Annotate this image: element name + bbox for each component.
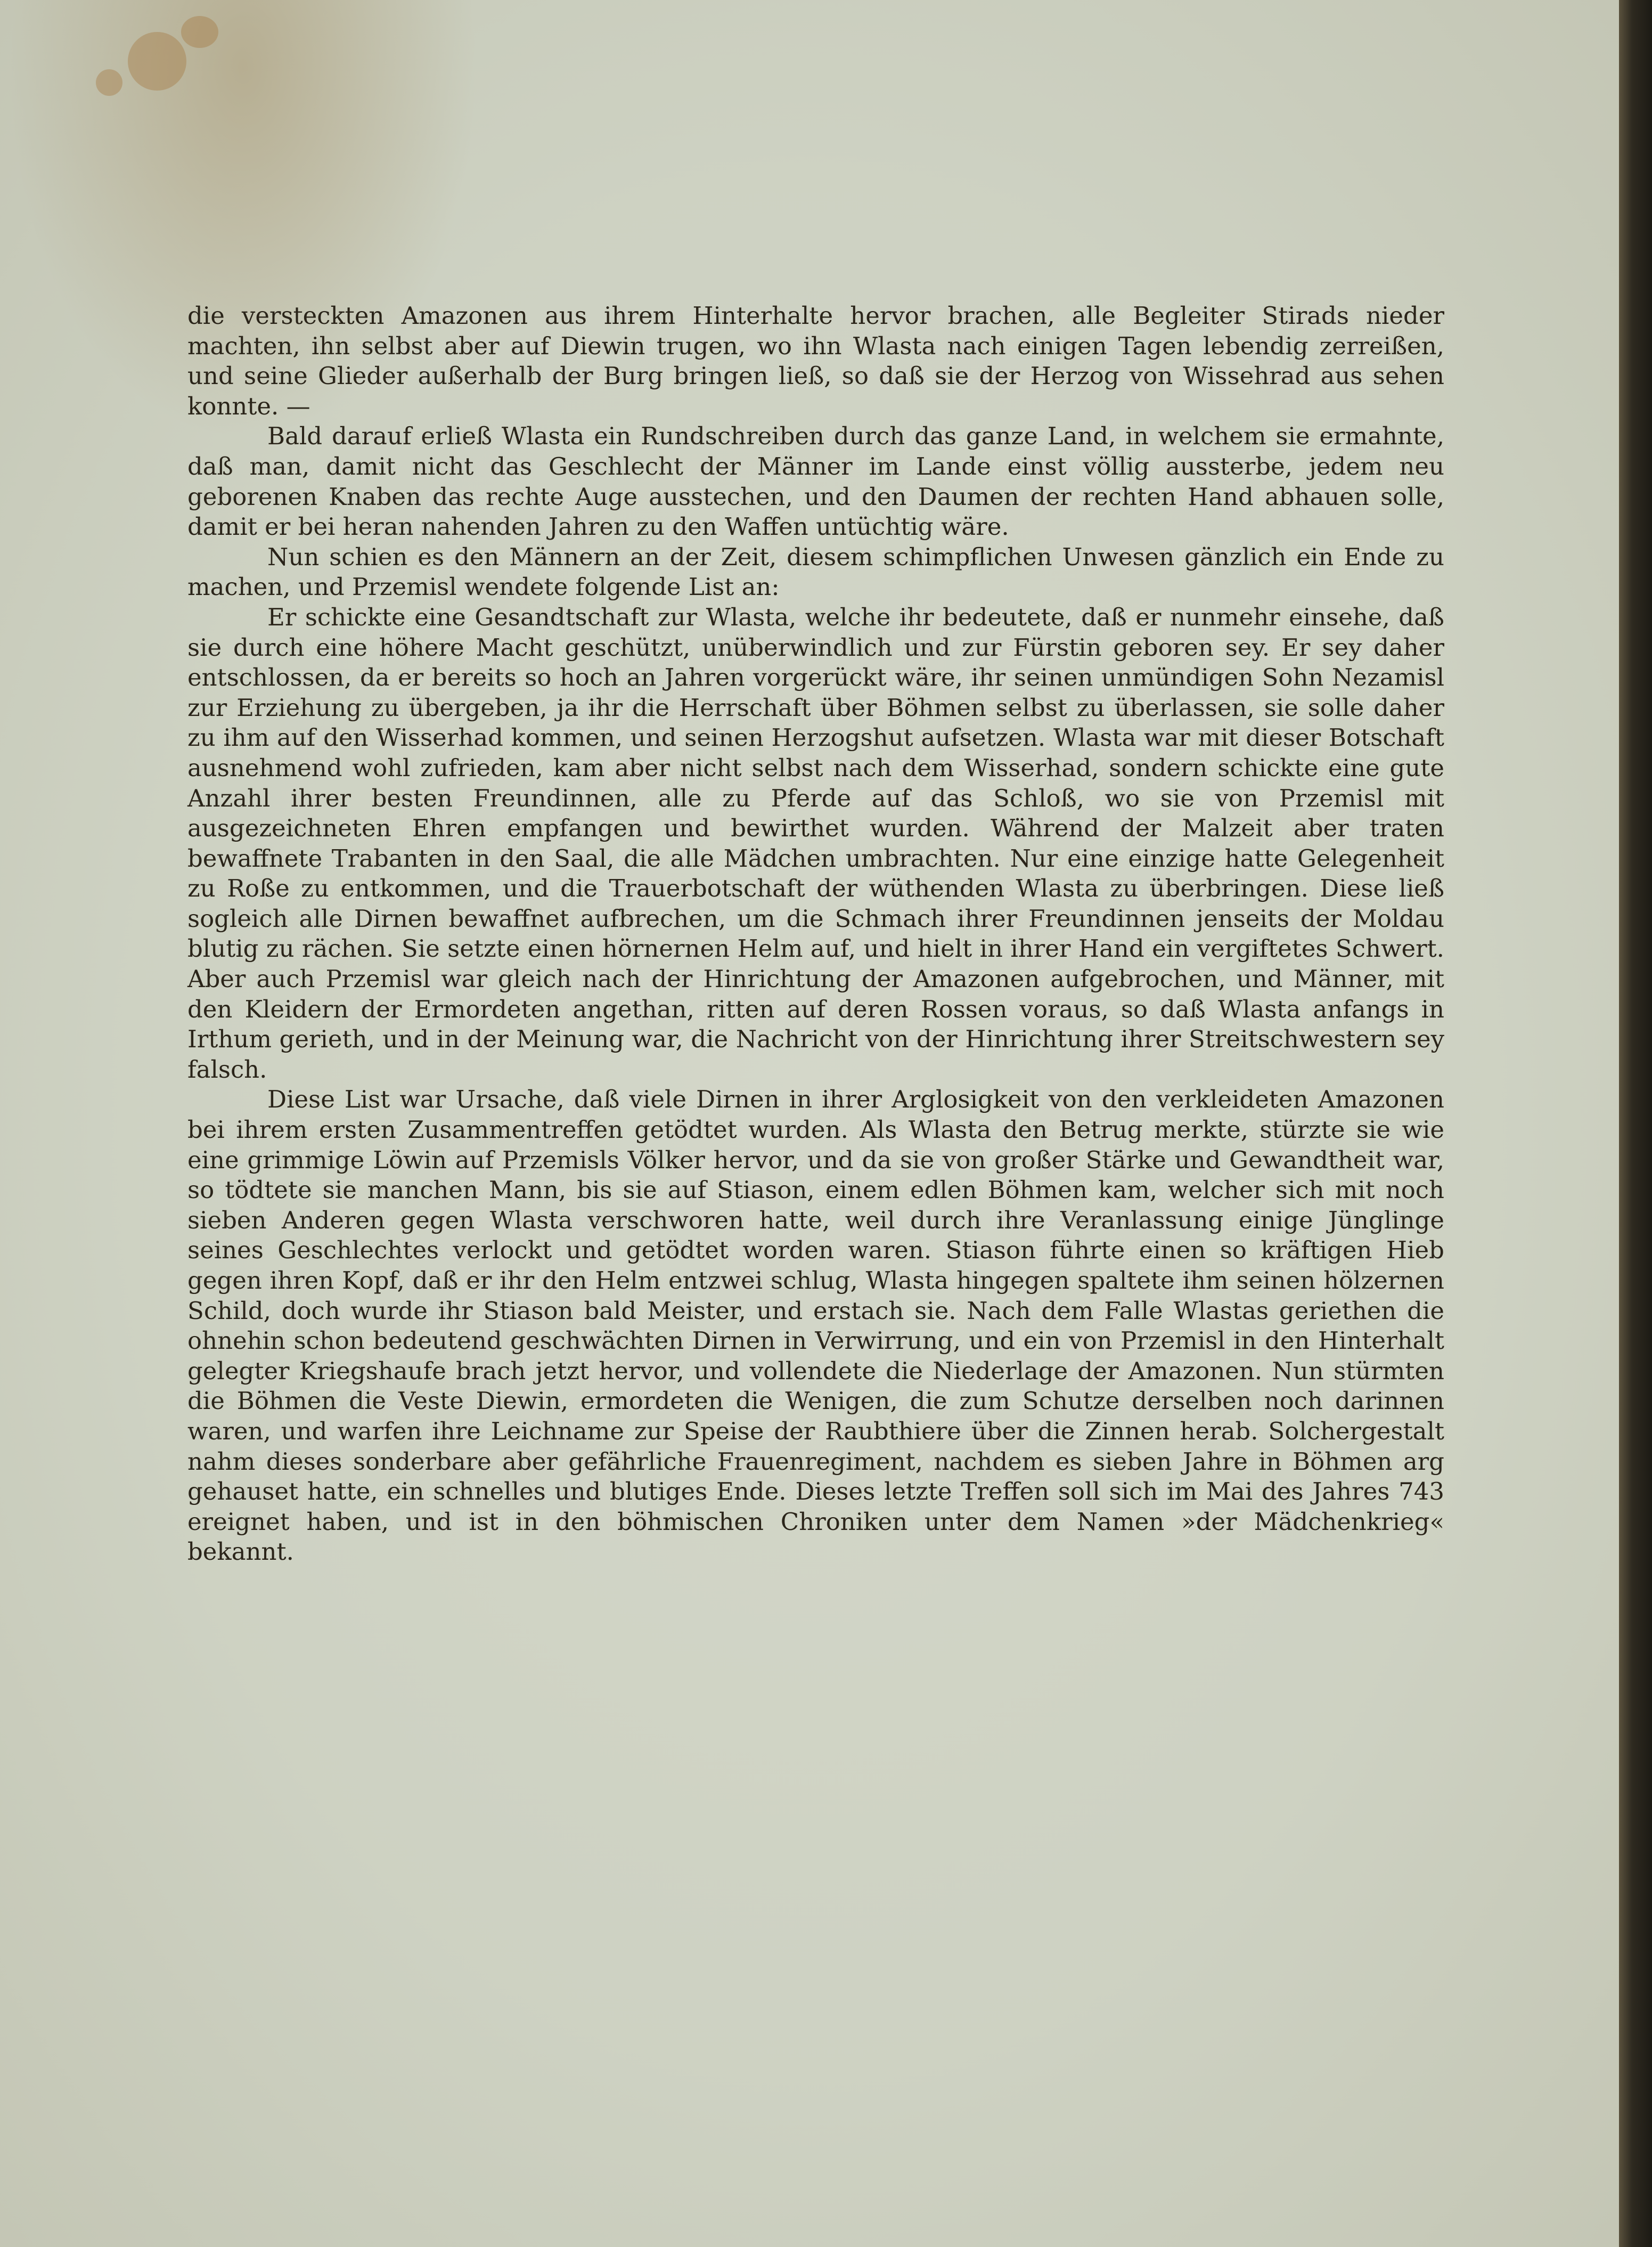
page-binding-edge — [1619, 0, 1652, 2247]
paragraph: Bald darauf erließ Wlasta ein Rundschreiben durch das ganze Land, in welchem sie ermahnte, daß man, damit nicht das Geschlecht der Männer im Lande einst völlig aussterbe, jedem neu geborenen Knaben das rechte Auge ausstechen, und den Daumen der rechten Hand abhauen solle, damit er bei heran nahenden Jahren zu den Waffen untüchtig wäre. — [187, 422, 1444, 541]
paragraph: Er schickte eine Gesandtschaft zur Wlasta, welche ihr bedeutete, daß er nunmehr einsehe, daß sie durch eine höhere Macht geschützt, unüberwindlich und zur Fürstin geboren sey. Er sey daher entschlossen, da er bereits so hoch an Jahren vorgerückt wäre, ihr seinen unmündigen Sohn Nezamisl zur Erziehung zu übergeben, ja ihr die Herrschaft über Böhmen selbst zu überlassen, sie solle daher zu ihm auf den Wisserhad kommen, und seinen Herzogshut aufsetzen. Wlasta war mit dieser Botschaft ausnehmend wohl zufrieden, kam aber nicht selbst nach dem Wisserhad, sondern schickte eine gute Anzahl ihrer besten Freundinnen, alle zu Pferde auf das Schloß, wo sie von Przemisl mit ausgezeichneten Ehren empfangen und bewirthet wurden. Während der Malzeit aber traten bewaffnete Trabanten in den Saal, die alle Mädchen umbrachten. Nur eine einzige hatte Gelegenheit zu Roße zu entkommen, und die Trauerbotschaft der wüthenden Wlasta zu überbringen. Diese ließ sogleich alle Dirnen bewaffnet aufbrechen, um die Schmach ihrer Freundinnen jenseits der Moldau blutig zu rächen. Sie setzte einen hörnernen Helm auf, und hielt in ihrer Hand ein vergiftetes Schwert. Aber auch Przemisl war gleich nach der Hinrichtung der Amazonen aufgebrochen, und Männer, mit den Kleidern der Ermordeten angethan, ritten auf deren Rossen voraus, so daß Wlasta anfangs in Irthum gerieth, und in der Meinung war, die Nachricht von der Hinrichtung ihrer Streitschwestern sey falsch. — [187, 603, 1444, 1084]
paragraph: Nun schien es den Männern an der Zeit, diesem schimpflichen Unwesen gänzlich ein Ende zu machen, und Przemisl wendete folgende List an: — [187, 542, 1444, 601]
paper-stain — [181, 16, 218, 48]
paper-stain — [96, 69, 122, 96]
paper-stain — [128, 32, 186, 91]
paragraph: die versteckten Amazonen aus ihrem Hinterhalte hervor brachen, alle Begleiter Stirads nieder machten, ihn selbst aber auf Diewin trugen, wo ihn Wlasta nach einigen Tagen lebendig zerreißen, und seine Glieder außerhalb der Burg bringen ließ, so daß sie der Herzog von Wissehrad aus sehen konnte. — — [187, 302, 1444, 420]
body-text — [187, 301, 1444, 1567]
paragraph: Diese List war Ursache, daß viele Dirnen in ihrer Arglosigkeit von den verkleideten Amazonen bei ihrem ersten Zusammentreffen getödtet wurden. Als Wlasta den Betrug merkte, stürzte sie wie eine grimmige Löwin auf Przemisls Völker hervor, und da sie von großer Stärke und Gewandtheit war, so tödtete sie manchen Mann, bis sie auf Stiason, einem edlen Böhmen kam, welcher sich mit noch sieben Anderen gegen Wlasta verschworen hatte, weil durch ihre Veranlassung einige Jünglinge seines Geschlechtes verlockt und getödtet worden waren. Stiason führte einen so kräftigen Hieb gegen ihren Kopf, daß er ihr den Helm entzwei schlug, Wlasta hingegen spaltete ihm seinen hölzernen Schild, doch wurde ihr Stiason bald Meister, und erstach sie. Nach dem Falle Wlastas geriethen die ohnehin schon bedeutend geschwächten Dirnen in Verwirrung, und ein von Przemisl in den Hinterhalt gelegter Kriegshaufe brach jetzt hervor, und vollendete die Niederlage der Amazonen. Nun stürmten die Böhmen die Veste Diewin, ermordeten die Wenigen, die zum Schutze derselben noch darinnen waren, und warfen ihre Leichname zur Speise der Raubthiere über die Zinnen herab. Solchergestalt nahm dieses sonderbare aber gefährliche Frauenregiment, nachdem es sieben Jahre in Böhmen arg gehauset hatte, ein schnelles und blutiges Ende. Dieses letzte Treffen soll sich im Mai des Jahres 743 ereignet haben, und ist in den böhmischen Chroniken unter dem Namen »der Mädchenkrieg« bekannt. — [187, 1085, 1444, 1566]
